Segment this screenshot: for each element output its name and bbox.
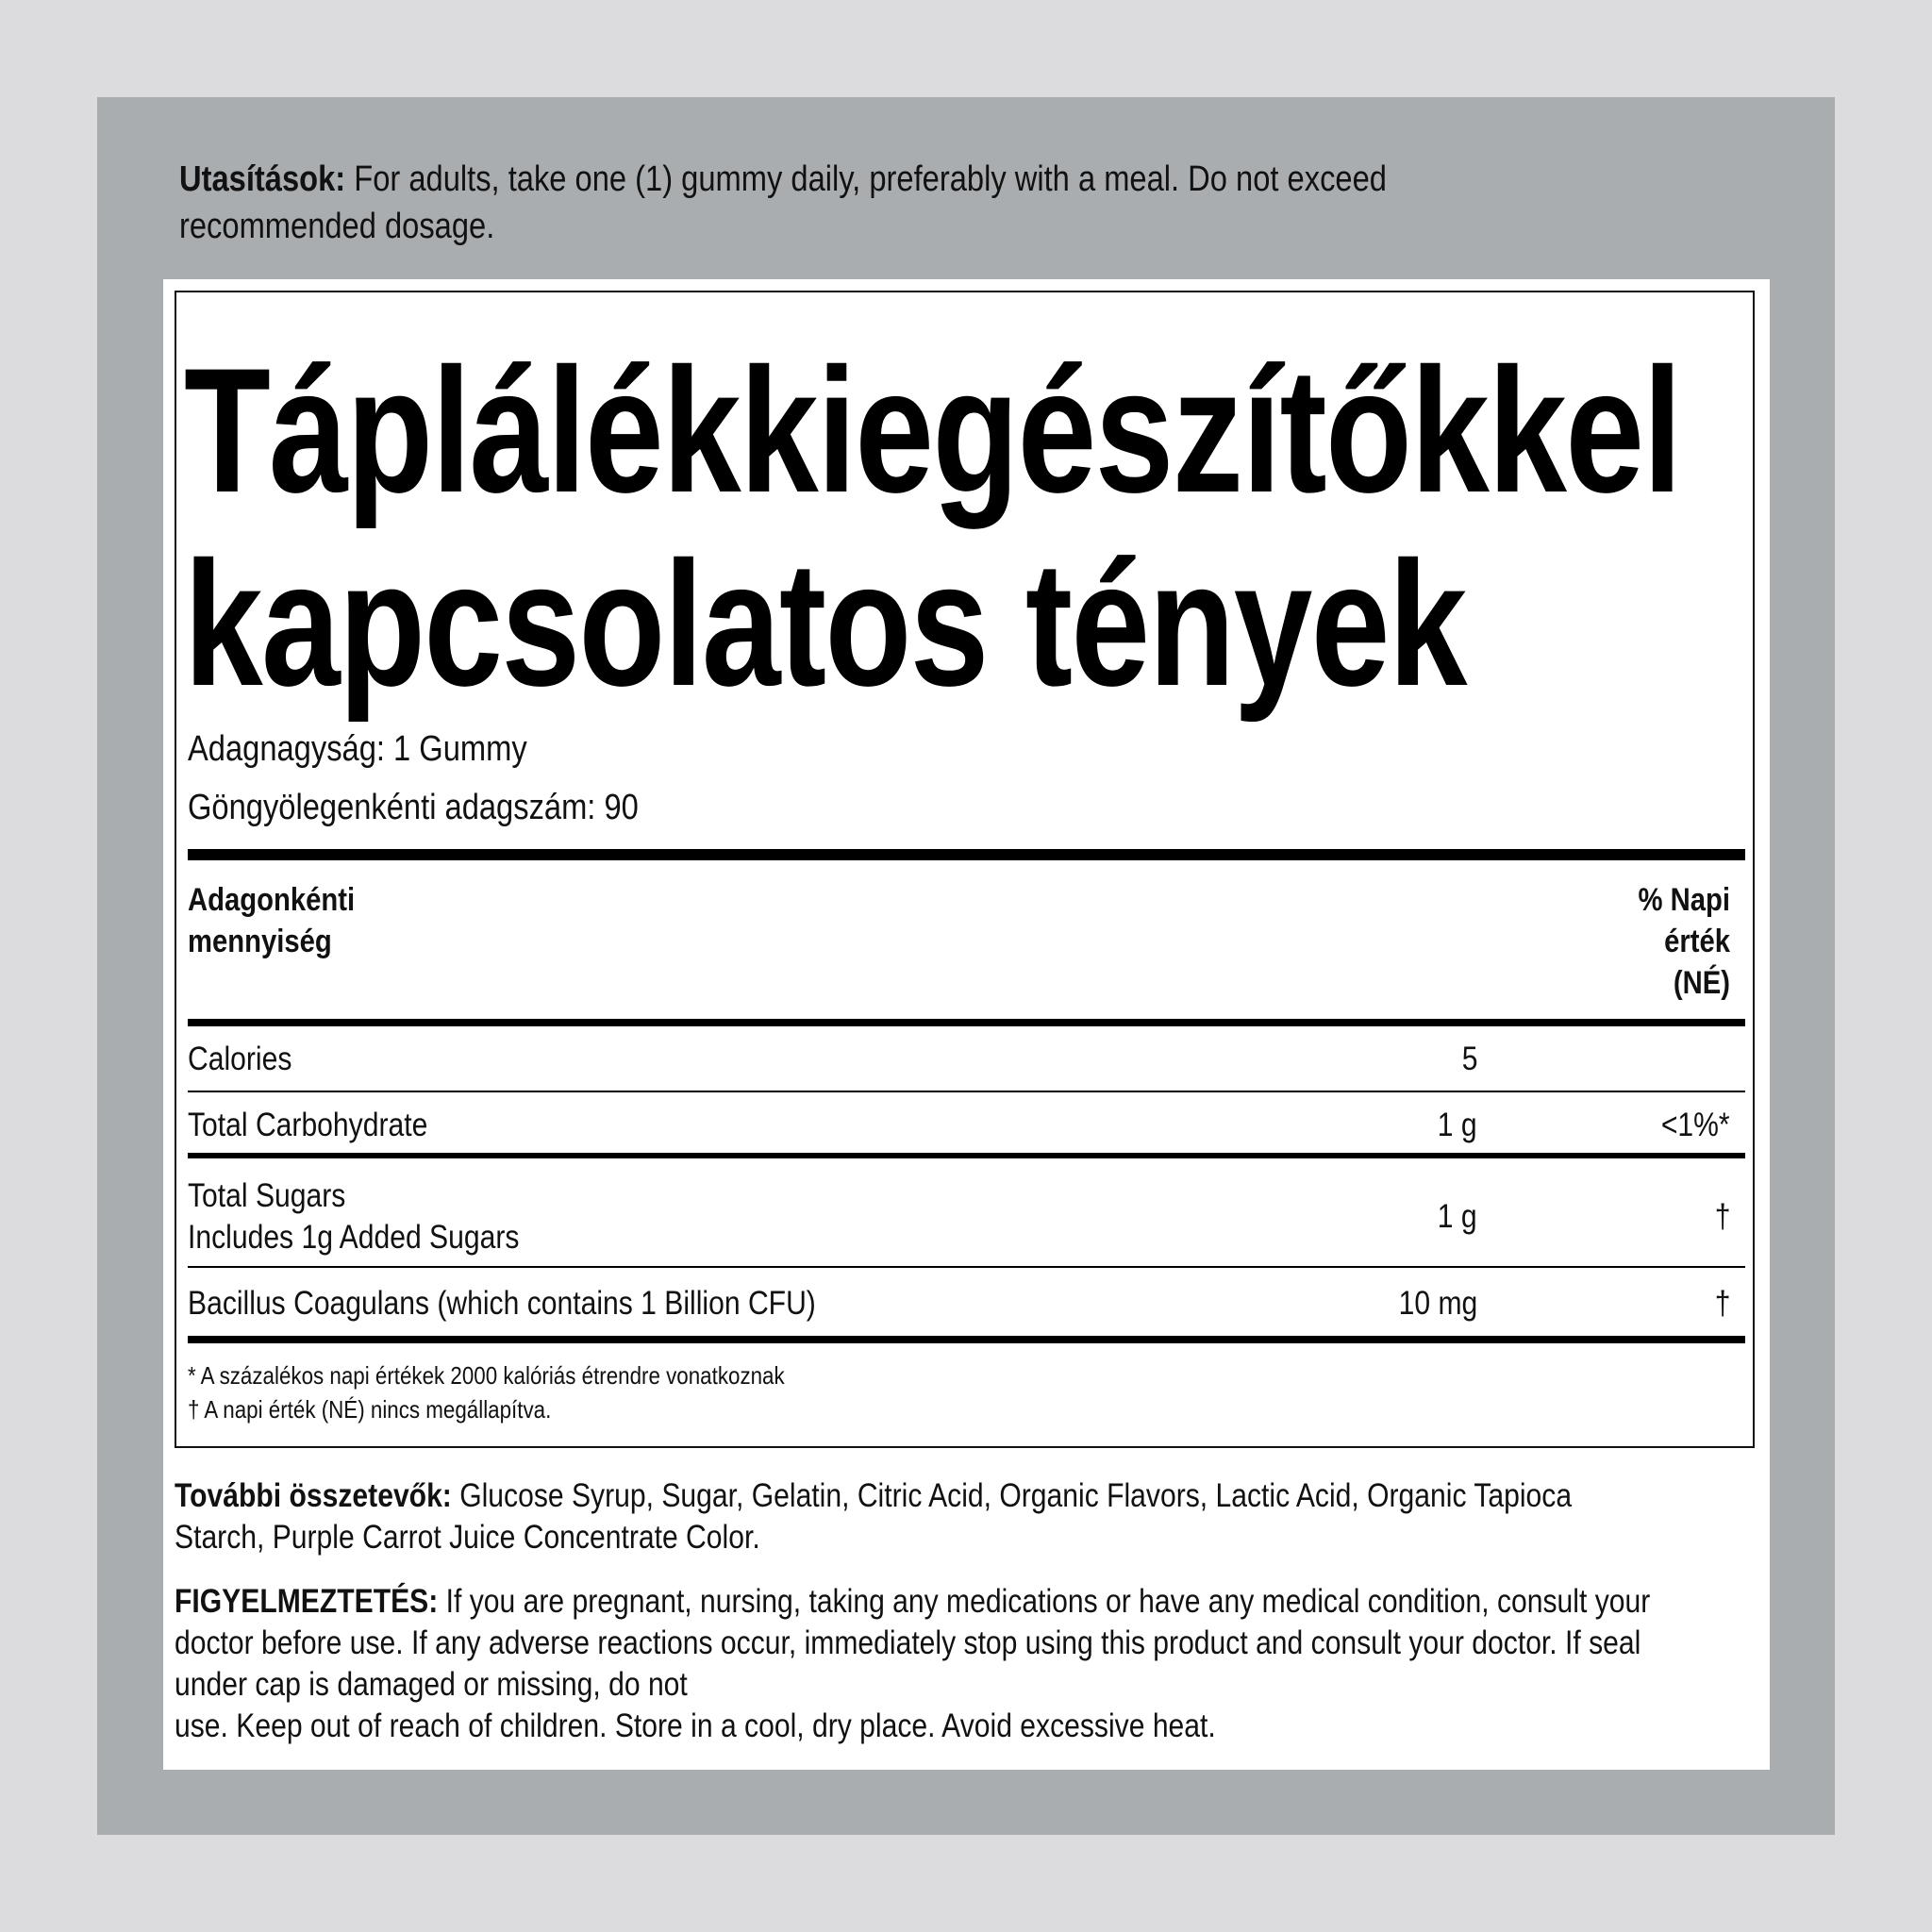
row-bacillus-amount: 10 mg [1398,1285,1477,1322]
row-carb-name: Total Carbohydrate [188,1107,428,1143]
row-added-sugars: Includes 1g Added Sugars [188,1219,520,1256]
row-calories-amount: 5 [1461,1041,1477,1077]
facts-title [184,331,1681,723]
dv-header-line1: % Napi [1638,882,1730,918]
supplement-facts-box [175,291,1755,1448]
thick-divider [188,849,1745,860]
row-bacillus-dv: † [1714,1285,1730,1322]
row-sugars-dv: † [1714,1198,1730,1235]
directions-body: For adults, take one (1) gummy daily, preferably with a meal. Do not exceed recommended dosage. [179,159,1387,246]
facts-title-line1: Táplálékkiegészítőkkel [184,331,1681,529]
other-ingredients-label: További összetevők: [175,1477,452,1514]
serving-size: Adagnagyság: 1 Gummy [188,729,527,769]
servings-per-container: Göngyölegenkénti adagszám: 90 [188,788,639,827]
header-divider [188,1019,1745,1026]
row-divider [188,1091,1745,1092]
row-divider [188,1266,1745,1268]
directions-label: Utasítások: [179,159,346,199]
other-ingredients [175,1475,1651,1558]
row-bacillus-name: Bacillus Coagulans (which contains 1 Billion CFU) [188,1285,816,1322]
dv-header-line3: (NÉ) [1673,965,1730,1001]
amount-header-line2: mennyiség [188,924,332,959]
footnote-dv-not-established: † A napi érték (NÉ) nincs megállapítva. [188,1395,552,1424]
footnote-daily-values: * A százalékos napi értékek 2000 kalóriás étrendre vonatkoznak [188,1361,785,1390]
amount-header-line1: Adagonkénti [188,882,356,918]
row-calories-name: Calories [188,1041,292,1077]
amount-per-serving-header [188,879,431,962]
directions-text [179,156,1412,250]
row-sugars-name: Total Sugars [188,1177,346,1214]
warning-text: If you are pregnant, nursing, taking any medications or have any medical condition, consult your doctor before use. If any adverse reactions occur, immediately stop using this product and consult your doctor. If seal under cap is damaged or missing, do not [175,1583,1651,1703]
warning [175,1581,1651,1747]
bottom-thick-divider [188,1336,1745,1343]
warning-label: FIGYELMEZTETÉS: [175,1583,439,1620]
label-panel [97,97,1835,1835]
daily-value-header [1527,879,1730,1004]
row-carb-dv: <1%* [1661,1107,1730,1143]
other-ingredients-text: Glucose Syrup, Sugar, Gelatin, Citric Acid, Organic Flavors, Lactic Acid, Organic Tapioca Starch, Purple Carrot Juice Concentrate Color. [175,1477,1573,1556]
row-sugars-amount: 1 g [1438,1198,1477,1235]
row-divider-thick [188,1153,1745,1158]
dv-header-line2: érték [1664,924,1730,959]
facts-title-line2: kapcsolatos tények [184,525,1466,723]
row-carb-amount: 1 g [1438,1107,1477,1143]
white-card [163,279,1770,1770]
warning-text-2: use. Keep out of reach of children. Store in a cool, dry place. Avoid excessive heat. [175,1707,1216,1744]
